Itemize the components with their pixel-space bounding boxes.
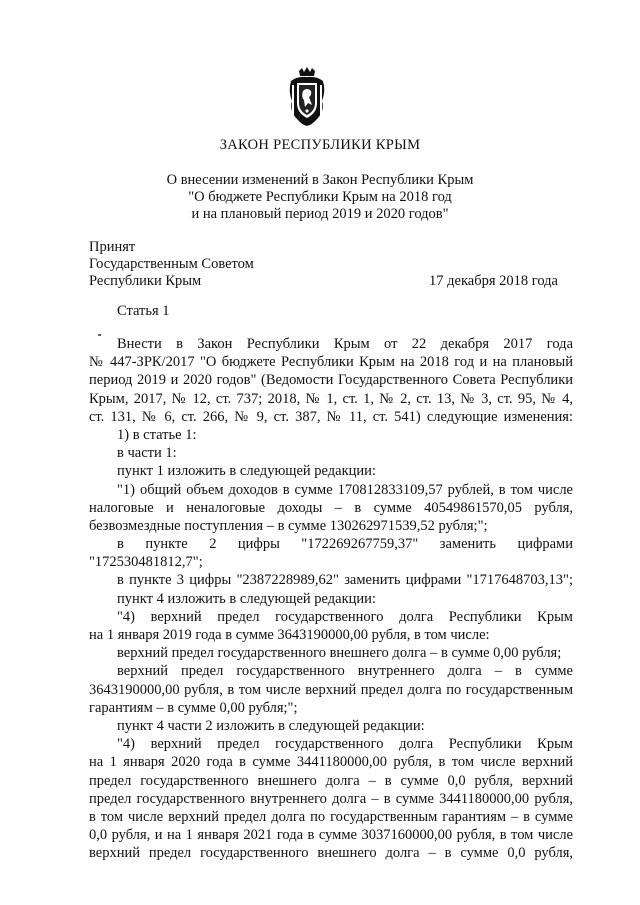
body-line: "4) верхний предел государственного долга Республики Крым bbox=[117, 736, 573, 753]
body-line: верхний предел государственного внутреннего долга – в сумме bbox=[117, 663, 573, 680]
adopted-by-block bbox=[89, 239, 254, 290]
body-line: ст. 131, № 6, ст. 266, № 9, ст. 387, № 11, ст. 541) следующие изменения: bbox=[89, 408, 573, 425]
body-line: верхний предел государственного внешнего долга – в сумме 0,0 рубля, bbox=[89, 845, 573, 862]
adopted-line-1: Принят bbox=[89, 239, 136, 255]
body-line: предел государственного внешнего долга – в сумме 0,0 рубля, верхний bbox=[89, 772, 573, 789]
body-line: пункт 4 изложить в следующей редакции: bbox=[117, 590, 376, 607]
body-line: в том числе верхний предел долга по государственным гарантиям – в сумме bbox=[89, 808, 573, 825]
body-line: предел государственного внутреннего долга – в сумме 3441180000,00 рубля, bbox=[89, 790, 573, 807]
adoption-date: 17 декабря 2018 года bbox=[429, 273, 558, 289]
body-line: период 2019 и 2020 годов" (Ведомости Государственного Совета Республики bbox=[89, 372, 573, 389]
body-line: "1) общий объем доходов в сумме 170812833109,57 рублей, в том числе bbox=[117, 481, 573, 498]
body-line: 3643190000,00 рубля, в том числе верхний предел долга по государственным bbox=[89, 681, 573, 698]
body-line: в части 1: bbox=[117, 445, 177, 462]
law-title: ЗАКОН РЕСПУБЛИКИ КРЫМ bbox=[219, 137, 421, 153]
body-line: "172530481812,7"; bbox=[89, 554, 203, 571]
body-line: Внести в Закон Республики Крым от 22 декабря 2017 года bbox=[117, 336, 573, 352]
body-line: Крым, 2017, № 12, ст. 737; 2018, № 1, ст. 1, № 2, ст. 13, № 3, ст. 95, № 4, bbox=[89, 390, 573, 407]
body-line: безвозмездные поступления – в сумме 130262971539,52 рубля;"; bbox=[89, 517, 488, 534]
article-body bbox=[89, 335, 573, 862]
body-line: пункт 4 части 2 изложить в следующей редакции: bbox=[117, 717, 425, 734]
adopted-line-3: Республики Крым bbox=[89, 273, 202, 289]
body-line: в пункте 2 цифры "172269267759,37" заменить цифрами bbox=[117, 536, 573, 553]
body-line: "4) верхний предел государственного долга Республики Крым bbox=[117, 608, 573, 625]
adopted-line-2: Государственным Советом bbox=[89, 256, 254, 272]
law-subtitle-line-3: и на плановый период 2019 и 2020 годов" bbox=[191, 206, 449, 222]
crimea-coat-of-arms-icon bbox=[287, 67, 327, 127]
body-line: верхний предел государственного внешнего долга – в сумме 0,00 рубля; bbox=[117, 645, 562, 662]
law-subtitle-line-2: "О бюджете Республики Крым на 2018 год bbox=[188, 189, 452, 205]
body-line: 0,0 рубля, и на 1 января 2021 года в сумме 3037160000,00 рубля, в том числе bbox=[89, 827, 573, 844]
body-line: № 447-ЗРК/2017 "О бюджете Республики Крым на 2018 год и на плановый bbox=[89, 354, 573, 371]
article-heading: Статья 1 bbox=[117, 303, 170, 319]
body-line: пункт 1 изложить в следующей редакции: bbox=[117, 463, 376, 480]
body-line: на 1 января 2019 года в сумме 3643190000,00 рубля, в том числе: bbox=[89, 627, 490, 643]
body-line: гарантиям – в сумме 0,00 рубля;"; bbox=[89, 699, 298, 716]
body-line: на 1 января 2020 года в сумме 3441180000,00 рубля, в том числе верхний bbox=[89, 754, 573, 771]
law-subtitle-line-1: О внесении изменений в Закон Республики Крым bbox=[166, 172, 474, 188]
body-line: 1) в статье 1: bbox=[117, 426, 197, 443]
body-line: в пункте 3 цифры "2387228989,62" заменить цифрами "1717648703,13"; bbox=[117, 572, 573, 589]
body-line: налоговые и неналоговые доходы – в сумме 40549861570,05 рубля, bbox=[89, 499, 573, 516]
